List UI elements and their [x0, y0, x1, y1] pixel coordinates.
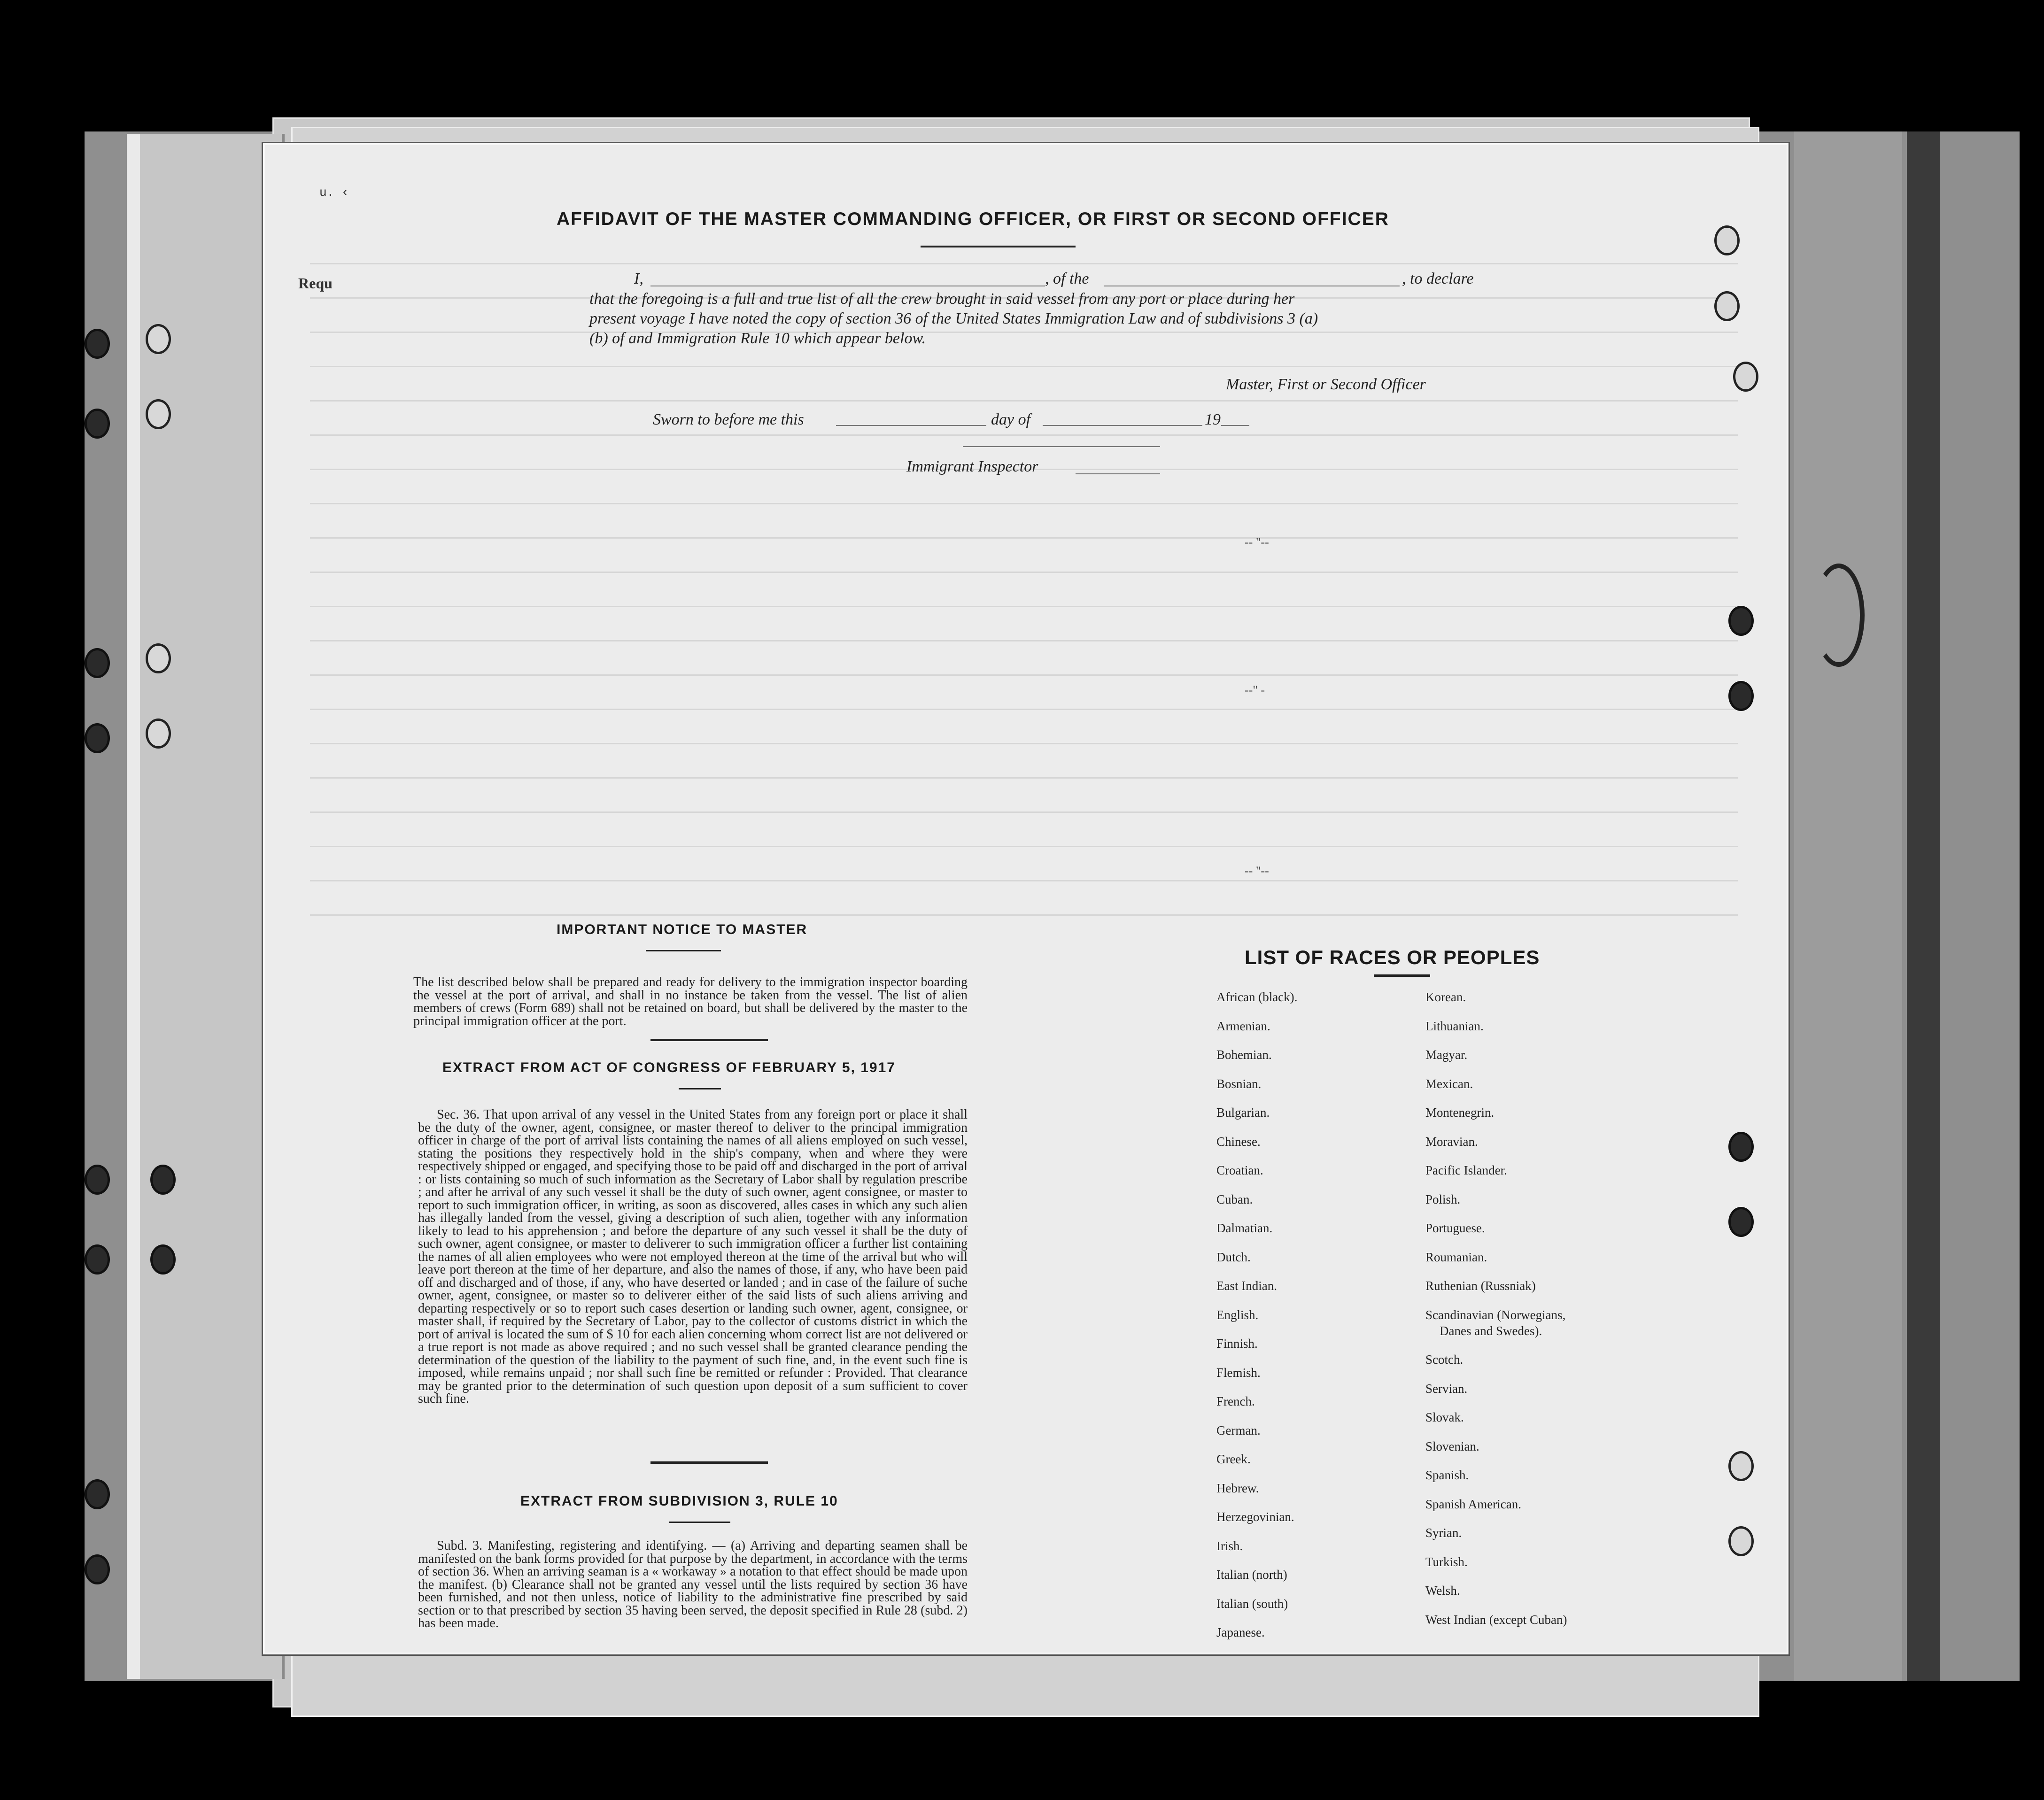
binder-hole	[150, 1244, 176, 1275]
binder-hole	[146, 324, 171, 354]
race-item: Bulgarian.	[1216, 1105, 1270, 1120]
ditto-mark: --" -	[1245, 683, 1265, 697]
binder-hole	[146, 718, 171, 749]
binder-hole	[85, 1165, 110, 1195]
binder-hole	[1733, 362, 1758, 392]
margin-text: u. ‹	[319, 185, 349, 200]
race-item: Danes and Swedes).	[1440, 1323, 1542, 1338]
binder-hole	[85, 723, 110, 753]
race-item: German.	[1216, 1423, 1261, 1437]
affidavit-line2: that the foregoing is a full and true list of all the crew brought in said vessel from any port or place during her	[589, 290, 1295, 308]
race-item: Italian (south)	[1216, 1596, 1288, 1611]
race-item: Finnish.	[1216, 1336, 1258, 1351]
affidavit-line1-mid: , of the	[1045, 270, 1089, 287]
race-item: Bosnian.	[1216, 1076, 1262, 1091]
rule10-title: EXTRACT FROM SUBDIVISION 3, RULE 10	[520, 1493, 838, 1509]
binder-hole	[85, 1244, 110, 1275]
race-item: Spanish American.	[1425, 1497, 1521, 1511]
race-item: Bohemian.	[1216, 1048, 1272, 1062]
race-item: Cuban.	[1216, 1192, 1253, 1206]
binder-hole	[85, 648, 110, 678]
binder-hole	[1728, 681, 1754, 711]
binder-hole	[1728, 1207, 1754, 1237]
race-item: Hebrew.	[1216, 1481, 1259, 1495]
binder-hole	[85, 409, 110, 439]
race-item: Polish.	[1425, 1192, 1461, 1206]
left-underlying-page	[127, 134, 285, 1679]
race-item: Greek.	[1216, 1452, 1251, 1466]
binder-hole	[1714, 225, 1740, 255]
race-item: Welsh.	[1425, 1584, 1460, 1598]
race-item: French.	[1216, 1394, 1255, 1408]
race-item: East Indian.	[1216, 1279, 1277, 1293]
affidavit-title: AFFIDAVIT OF THE MASTER COMMANDING OFFICER, OR FIRST OR SECOND OFFICER	[557, 209, 1389, 229]
divider	[650, 1461, 768, 1464]
binder-hole	[1728, 1451, 1754, 1481]
divider	[650, 1039, 768, 1041]
race-item: Armenian.	[1216, 1019, 1270, 1033]
act-text: Sec. 36. That upon arrival of any vessel in the United States from any foreign port or place it shall be the duty of the owner, agent, consignee, or master thereof to deliver to the principal immigration officer in charge of the port of arrival lists containing the names of all aliens employed on such vessel, stating the positions they respectively hold in the ship's company, when and where they were respectively shipped or engaged, and specifying those to be paid off and discharged in the port of arrival : or lists containing so much of such information as the Secretary of Labor shall by regulation prescribe ; and after he arrival of any such vessel it shall be the duty of such owner, agent consignee, or master to report to such immigration officer, in writing, as soon as discovered, alles cases in which any such alien has illegally landed from the vessel, giving a description of such alien, together with any information likely to lead to his apprehension ; and before the departure of any such vessel it shall be the duty of such owner, agent consignee, or master to deliverer to such immigration officer a further list containing the names of all alien employees who were not employed thereon at the time of the arrival but who will leave port thereon at the time of her departure, and also the names of those, if any, who have been paid off and discharged and of those, if any, who have deserted or landed ; and in case of the failure of suche owner, agent, consignee, or master so to deliverer either of the said lists of such aliens arriving and departing respectively or so to report such cases desertion or landing such owner, agent, consignee, or master shall, if required by the Secretary of Labor, pay to the collector of customs district in which the port of arrival is located the sum of $ 10 for each alien concerning whom correct list are not delivered or a true report is not made as above required ; and no such vessel shall be granted clearance pending the determination of the question of the liability to the payment of such fine, and, in the event such fine is imposed, while remains unpaid ; nor shall such fine be remitted or refunder : Provided. That clearance may be granted prior to the determination of such question upon deposit of a sum sufficient to cover such fine.	[418, 1107, 968, 1406]
race-item: Pacific Islander.	[1425, 1163, 1507, 1177]
margin-label: Requ	[298, 275, 333, 292]
race-item: Flemish.	[1216, 1365, 1261, 1380]
race-item: Slovenian.	[1425, 1439, 1479, 1453]
notice-title: IMPORTANT NOTICE TO MASTER	[557, 922, 808, 937]
race-item: Chinese.	[1216, 1134, 1261, 1149]
race-item: West Indian (except Cuban)	[1425, 1612, 1567, 1627]
race-item: Irish.	[1216, 1538, 1243, 1553]
race-item: Scandinavian (Norwegians,	[1425, 1307, 1566, 1322]
race-item: Lithuanian.	[1425, 1019, 1484, 1033]
binder-hole	[1728, 606, 1754, 636]
binder-hole	[85, 1554, 110, 1584]
inspector-label: Immigrant Inspector	[906, 458, 1038, 475]
races-title: LIST OF RACES OR PEOPLES	[1245, 946, 1540, 968]
race-item: Servian.	[1425, 1381, 1468, 1396]
sworn-label: Sworn to before me this	[653, 411, 804, 428]
race-item: Dutch.	[1216, 1250, 1251, 1264]
race-item: Montenegrin.	[1425, 1105, 1494, 1120]
act-underline	[679, 1088, 721, 1089]
notice-text: The list described below shall be prepared and ready for delivery to the immigration inspector boarding the vessel at the port of arrival, and shall in no instance be taken from the vessel. The list of alien members of crews (Form 689) shall not be retained on board, but shall be delivered by the master to the principal immigration officer at the port.	[413, 975, 968, 1028]
race-item: Italian (north)	[1216, 1568, 1287, 1582]
binder-hole	[150, 1165, 176, 1195]
bleed-through-rows	[310, 263, 1738, 1014]
binder-hole	[1714, 291, 1740, 321]
left-page-edge	[127, 134, 140, 1679]
day-blank	[836, 425, 986, 426]
affidavit-line4: (b) of and Immigration Rule 10 which appear below.	[589, 330, 926, 347]
race-item: Slovak.	[1425, 1410, 1464, 1424]
notice-underline	[646, 950, 721, 951]
month-blank	[1043, 425, 1202, 426]
act-title: EXTRACT FROM ACT OF CONGRESS OF FEBRUARY 5, 1917	[442, 1060, 896, 1075]
race-item: Turkish.	[1425, 1554, 1468, 1569]
year-label: 19	[1205, 411, 1221, 428]
race-item: Mexican.	[1425, 1076, 1473, 1091]
affidavit-line1-end: , to declare	[1402, 270, 1474, 287]
binder-hole	[1728, 1132, 1754, 1162]
race-item: Ruthenian (Russniak)	[1425, 1279, 1536, 1293]
binder-hole	[146, 643, 171, 673]
affidavit-line1-start: I,	[634, 270, 643, 287]
binder-hole	[1728, 1526, 1754, 1556]
races-underline	[1374, 974, 1430, 977]
year-blank	[1221, 425, 1249, 426]
ditto-mark: -- "--	[1245, 864, 1269, 878]
race-item: Roumanian.	[1425, 1250, 1487, 1264]
inspector-sign-blank	[1076, 473, 1160, 474]
binder-hole	[85, 1479, 110, 1509]
rule10-text: Subd. 3. Manifesting, registering and identifying. — (a) Arriving and departing seamen shall be manifested on the bank forms provided for that purpose by the department, in accordance with the terms of section 36. When an arriving seaman is a « workaway » a notation to that effect should be made upon the manifest. (b) Clearance shall not be granted any vessel until the lists required by section 36 have been furnished, and not then unless, notice of liability to the administrative fine prescribed by said section or to that prescribed by section 35 having been served, the deposit specified in Rule 28 (subd. 2) has been made.	[418, 1538, 968, 1630]
inspector-blank	[963, 446, 1160, 447]
binder-hole	[146, 399, 171, 429]
ditto-mark: -- "--	[1245, 535, 1269, 549]
race-item: Japanese.	[1216, 1625, 1265, 1639]
race-item: Dalmatian.	[1216, 1221, 1273, 1235]
race-item: Moravian.	[1425, 1134, 1478, 1149]
race-item: Portuguese.	[1425, 1221, 1485, 1235]
day-label: day of	[991, 411, 1031, 428]
right-underlying-page	[1794, 131, 1902, 1681]
race-item: Scotch.	[1425, 1352, 1463, 1367]
race-item: Magyar.	[1425, 1048, 1468, 1062]
race-item: English.	[1216, 1307, 1259, 1322]
race-item: Syrian.	[1425, 1526, 1462, 1540]
title-underline	[921, 246, 1076, 247]
race-item: Spanish.	[1425, 1468, 1469, 1482]
race-item: African (black).	[1216, 990, 1298, 1004]
binder-hole	[85, 329, 110, 359]
rule10-underline	[669, 1522, 730, 1523]
handwritten-mark	[1813, 564, 1865, 667]
right-binder-edge	[1907, 131, 1940, 1681]
signature-label: Master, First or Second Officer	[1226, 376, 1426, 393]
affidavit-line3: present voyage I have noted the copy of section 36 of the United States Immigration Law and of subdivisions 3 (a)	[589, 310, 1318, 327]
race-item: Herzegovinian.	[1216, 1510, 1294, 1524]
race-item: Korean.	[1425, 990, 1466, 1004]
race-item: Croatian.	[1216, 1163, 1263, 1177]
